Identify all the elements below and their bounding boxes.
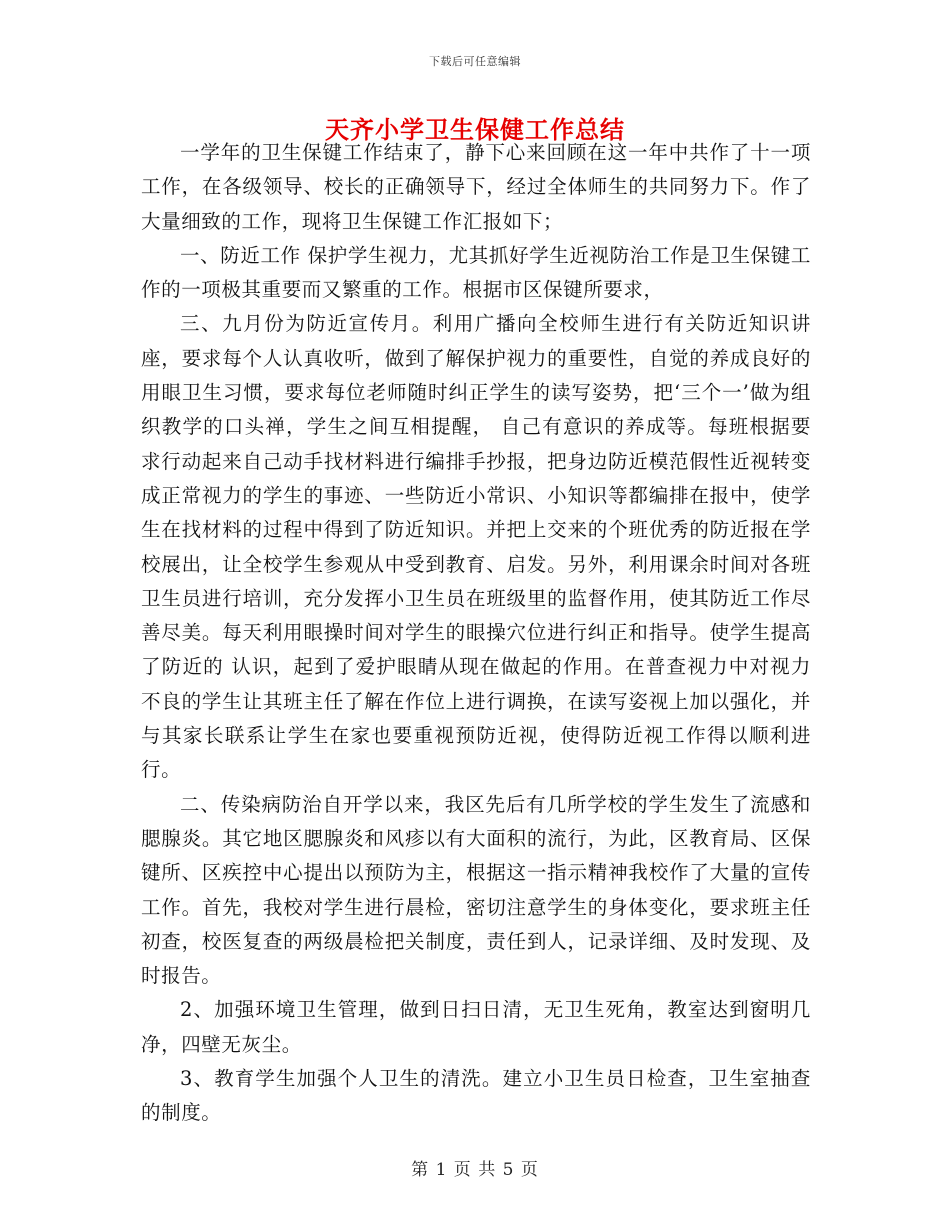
paragraph-myopia-prevention: 一、防近工作 保护学生视力，尤其抓好学生近视防治工作是卫生保键工作的一项极其重要而又繁重的工作。根据市区保键所要求， <box>141 243 811 302</box>
paragraph-personal-hygiene: 3、教育学生加强个人卫生的清洗。建立小卫生员日检查，卫生室抽查的制度。 <box>141 1067 811 1125</box>
paragraph-intro: 一学年的卫生保键工作结束了，静下心来回顾在这一年中共作了十一项工作，在各级领导、校长的正确领导下，经过全体师生的共同努力下。作了大量细致的工作，现将卫生保键工作汇报如下； <box>141 141 811 233</box>
paragraph-infectious-disease: 二、传染病防治自开学以来，我区先后有几所学校的学生发生了流感和腮腺炎。其它地区腮腺炎和风疹以有大面积的流行，为此，区教育局、区保键所、区疾控中心提出以预防为主，根据这一指示精神我校作了大量的宣传工作。首先，我校对学生进行晨检，密切注意学生的身体变化，要求班主任初查，校医复查的两级晨检把关制度，责任到人，记录详细、及时发现、及时报告。 <box>141 792 811 988</box>
page-number: 第 1 页 共 5 页 <box>411 1160 539 1180</box>
header-note: 下载后可任意编辑 <box>429 55 521 68</box>
document-body <box>141 136 811 1131</box>
document-title: 天齐小学卫生保健工作总结 <box>325 115 625 144</box>
paragraph-environment-hygiene: 2、加强环境卫生管理，做到日扫日清，无卫生死角，教室达到窗明几净，四壁无灰尘。 <box>141 998 811 1056</box>
paragraph-september-campaign: 三、九月份为防近宣传月。利用广播向全校师生进行有关防近知识讲座，要求每个人认真收听，做到了解保护视力的重要性，自觉的养成良好的用眼卫生习惯，要求每位老师随时纠正学生的读写姿势，把‘三个一’做为组织教学的口头禅，学生之间互相提醒， 自己有意识的养成等。每班根据要求行动起来自己动手找材料进行编排手抄报，把身边防近模范假性近视转变成正常视力的学生的事迹、一些防近小常识、小知识等都编排在报中，使学生在找材料的过程中得到了防近知识。并把上交来的个班优秀的防近报在学校展出，让全校学生参观从中受到教育、启发。另外，利用课余时间对各班卫生员进行培训，充分发挥小卫生员在班级里的监督作用，使其防近工作尽善尽美。每天利用眼操时间对学生的眼操穴位进行纠正和指导。使学生提高了防近的 认识，起到了爱护眼睛从现在做起的作用。在普查视力中对视力不良的学生让其班主任了解在作位上进行调换，在读写姿视上加以强化，并与其家长联系让学生在家也要重视预防近视，使得防近视工作得以顺利进行。 <box>141 312 811 782</box>
